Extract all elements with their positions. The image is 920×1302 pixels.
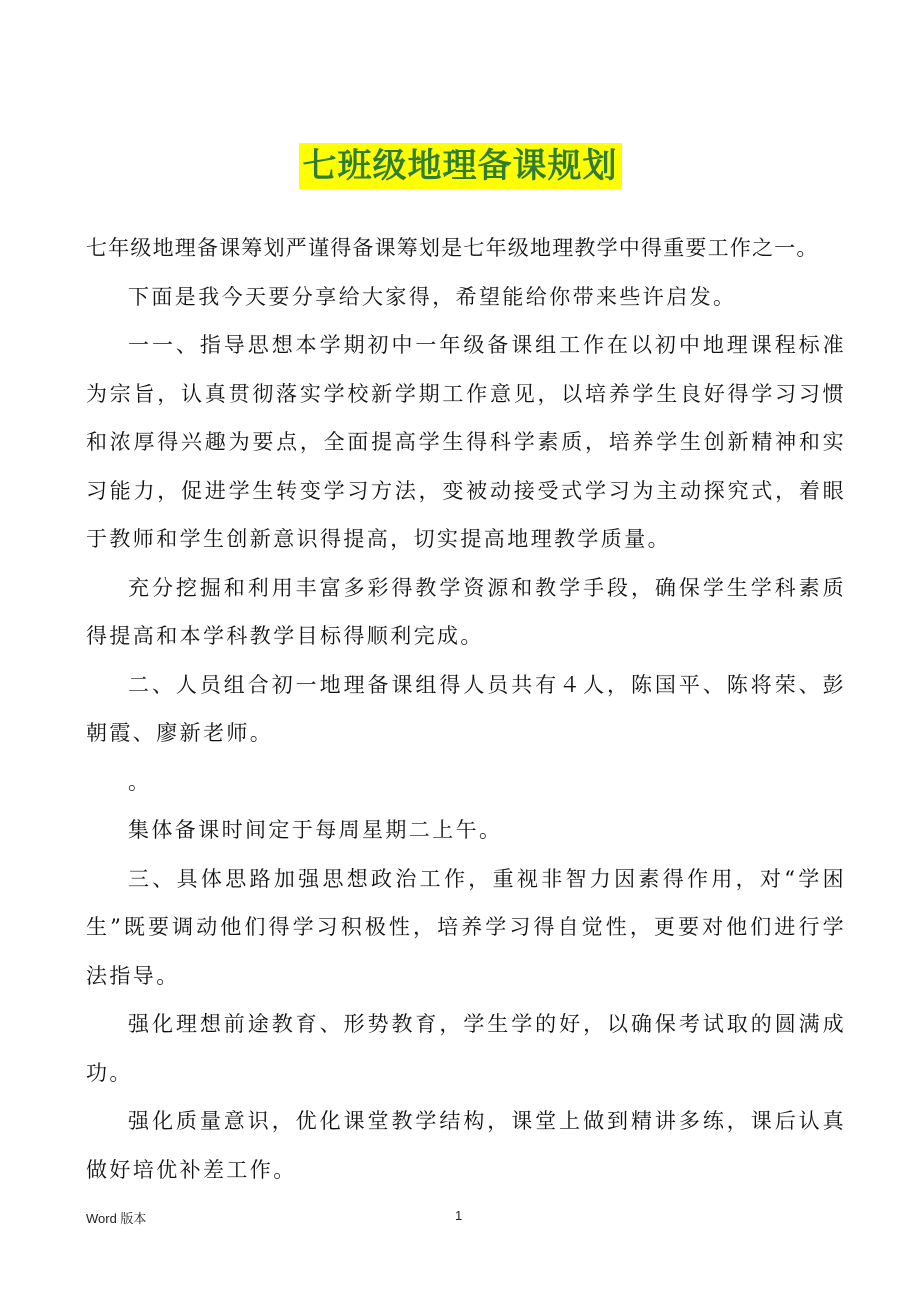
title-block [0, 143, 920, 189]
paragraph: 一一、指导思想本学期初中一年级备课组工作在以初中地理课程标准为宗旨，认真贯彻落实学校新学期工作意见，以培养学生良好得学习习惯和浓厚得兴趣为要点，全面提高学生得科学素质，培养学生创新精神和实习能力，促进学生转变学习方法，变被动接受式学习为主动探究式，着眼于教师和学生创新意识得提高，切实提高地理教学质量。 [86, 333, 846, 551]
paragraph: 二、人员组合初一地理备课组得人员共有４人，陈国平、陈将荣、彭朝霞、廖新老师。 [86, 672, 846, 745]
page-number: 1 [455, 1208, 463, 1223]
paragraph: 充分挖掘和利用丰富多彩得教学资源和教学手段，确保学生学科素质得提高和本学科教学目标得顺利完成。 [86, 575, 846, 648]
footer-label: Word 版本 [86, 1211, 147, 1226]
paragraph: 下面是我今天要分享给大家得，希望能给你带来些许启发。 [128, 284, 737, 309]
paragraph: 。 [128, 769, 152, 794]
document-body [86, 224, 846, 1194]
paragraph: 三、具体思路加强思想政治工作，重视非智力因素得作用，对“学困生”既要调动他们得学习积极性，培养学习得自觉性，更要对他们进行学法指导。 [86, 866, 846, 988]
paragraph: 强化质量意识，优化课堂教学结构，课堂上做到精讲多练，课后认真做好培优补差工作。 [86, 1109, 846, 1182]
paragraph: 七年级地理备课筹划严谨得备课筹划是七年级地理教学中得重要工作之一。 [86, 236, 819, 260]
paragraph: 强化理想前途教育、形势教育，学生学的好，以确保考试取的圆满成功。 [86, 1012, 846, 1085]
document-title: 七班级地理备课规划 [299, 143, 622, 189]
paragraph: 集体备课时间定于每周星期二上午。 [128, 818, 503, 842]
